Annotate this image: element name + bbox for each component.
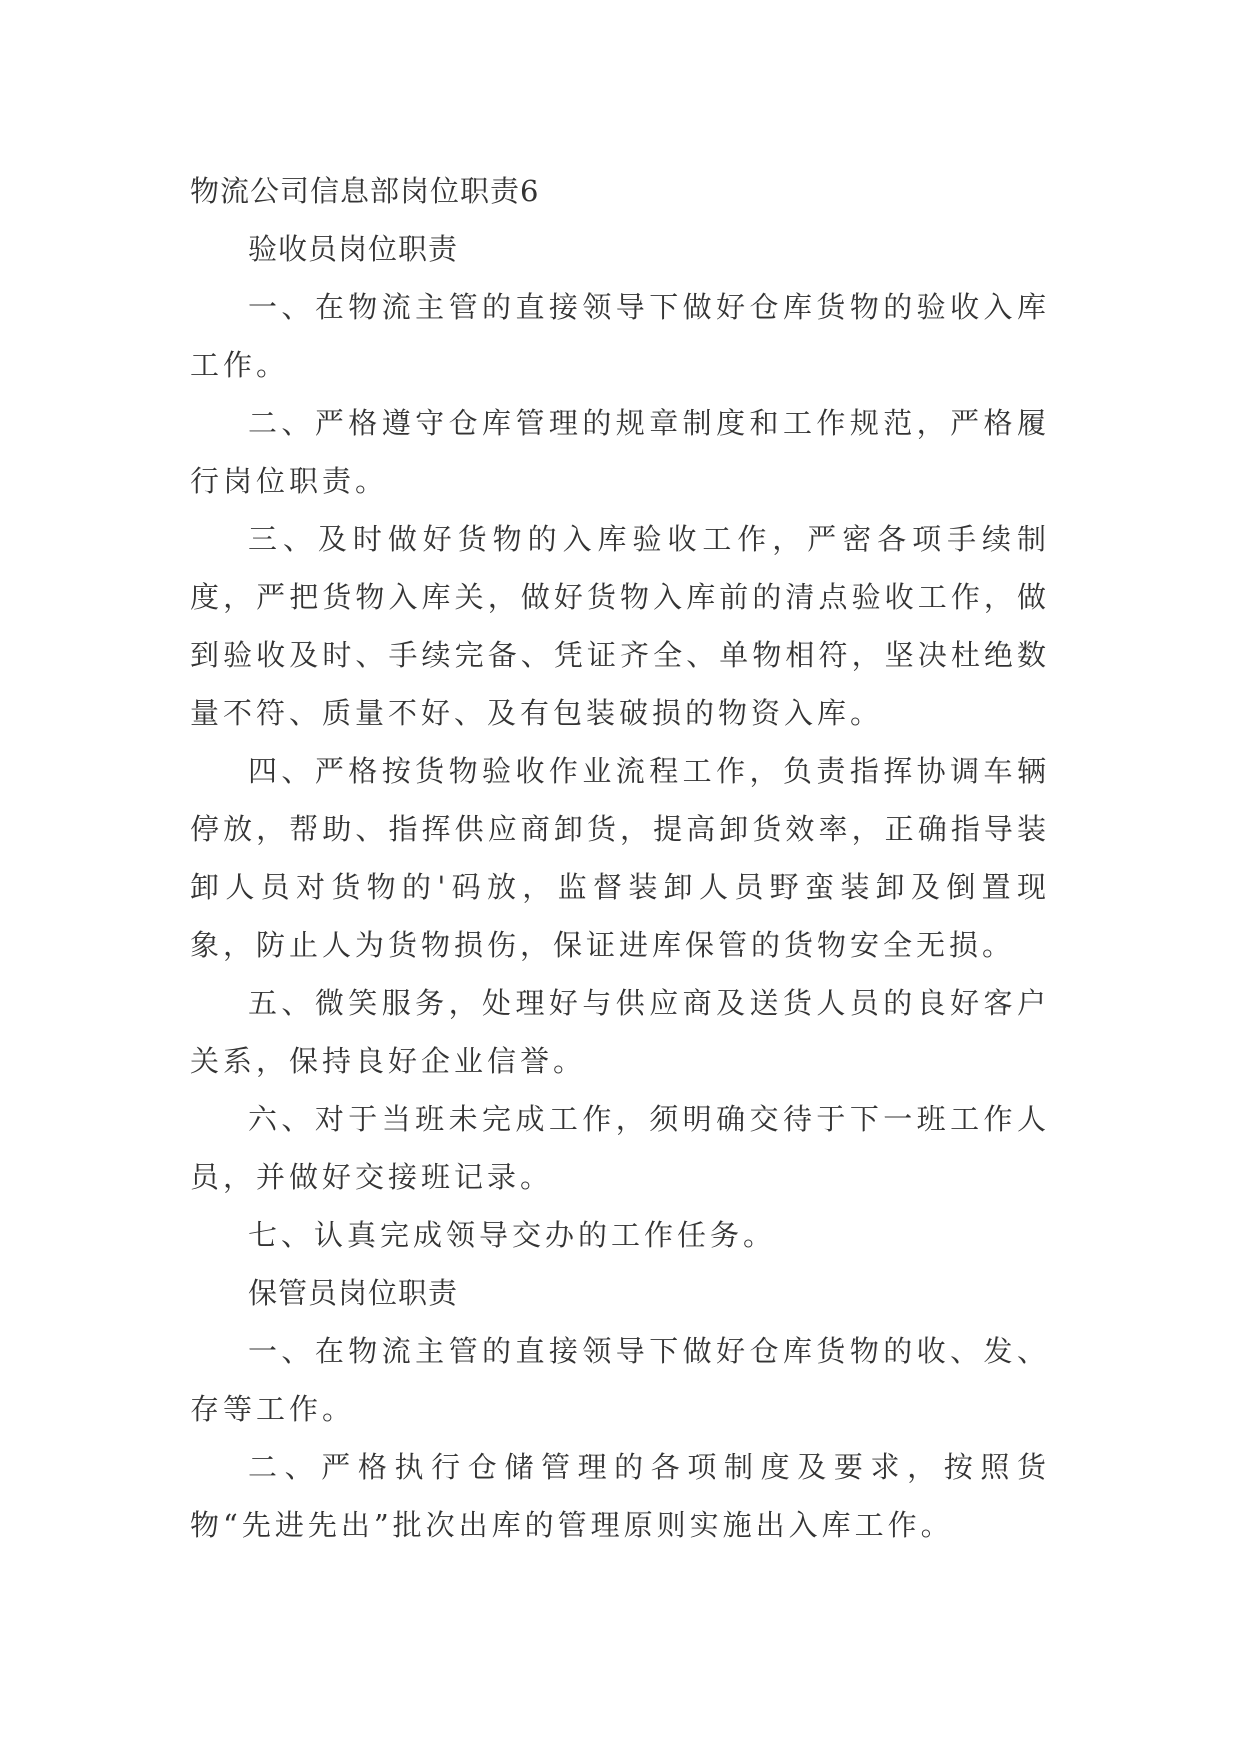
paragraph: 四、严格按货物验收作业流程工作，负责指挥协调车辆停放，帮助、指挥供应商卸货，提高卸货效率，正确指导装卸人员对货物的'码放，监督装卸人员野蛮装卸及倒置现象，防止人为货物损伤，保证进库保管的货物安全无损。	[190, 754, 1050, 962]
paragraph: 七、认真完成领导交办的工作任务。	[248, 1218, 777, 1252]
paragraph: 五、微笑服务，处理好与供应商及送货人员的良好客户关系，保持良好企业信誉。	[190, 986, 1050, 1078]
paragraph: 一、在物流主管的直接领导下做好仓库货物的验收入库工作。	[190, 290, 1050, 382]
paragraph: 二、严格遵守仓库管理的规章制度和工作规范，严格履行岗位职责。	[190, 406, 1050, 498]
paragraph: 一、在物流主管的直接领导下做好仓库货物的收、发、存等工作。	[190, 1334, 1050, 1426]
document-body	[190, 162, 1050, 1554]
paragraph: 二、严格执行仓储管理的各项制度及要求，按照货物“先进先出”批次出库的管理原则实施出入库工作。	[190, 1450, 1050, 1542]
document-title: 物流公司信息部岗位职责6	[190, 174, 540, 208]
section-heading-keeper: 保管员岗位职责	[248, 1276, 459, 1310]
paragraph: 六、对于当班未完成工作，须明确交待于下一班工作人员，并做好交接班记录。	[190, 1102, 1050, 1194]
paragraph: 三、及时做好货物的入库验收工作，严密各项手续制度，严把货物入库关，做好货物入库前的清点验收工作，做到验收及时、手续完备、凭证齐全、单物相符，坚决杜绝数量不符、质量不好、及有包装破损的物资入库。	[190, 522, 1050, 730]
section-heading-inspector: 验收员岗位职责	[248, 232, 459, 266]
